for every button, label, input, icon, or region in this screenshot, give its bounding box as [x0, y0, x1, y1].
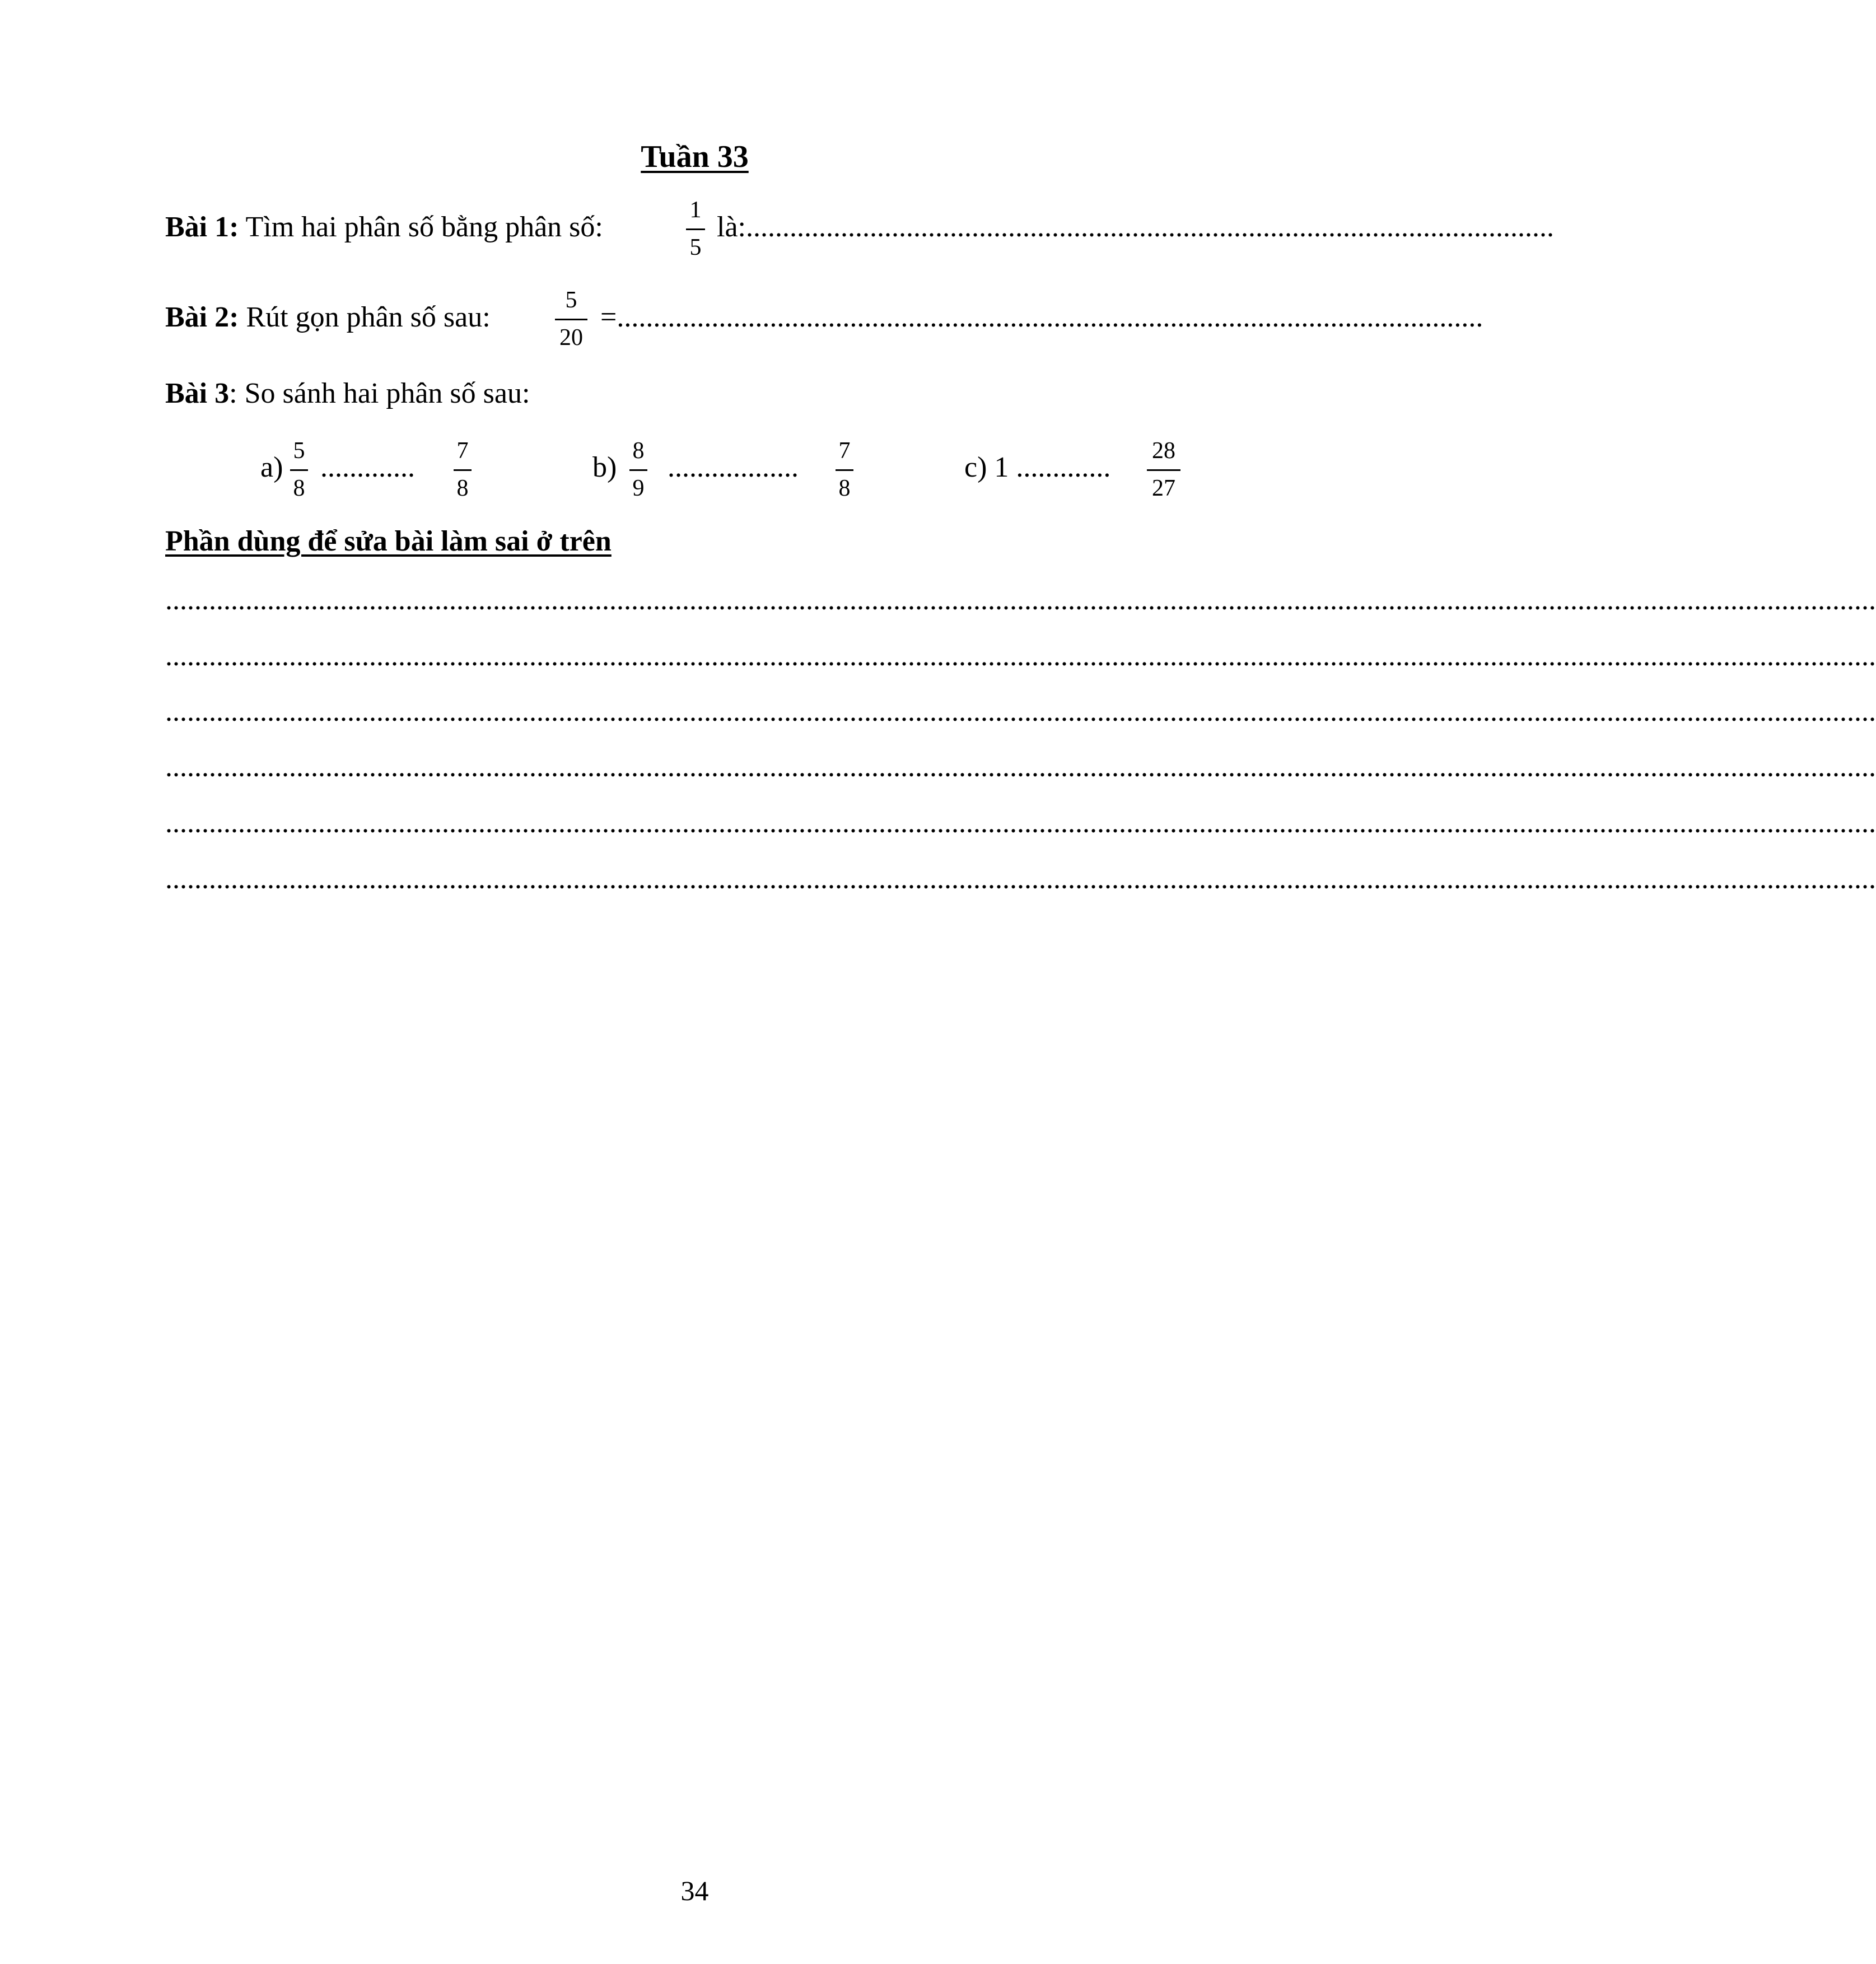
bai-3b-right-denominator: 8: [838, 475, 851, 501]
bai-3b-answer-dots[interactable]: ..................: [668, 451, 799, 483]
bai-3b-right-fraction: [836, 437, 853, 502]
bai-2-fraction: [555, 286, 587, 352]
bai-3a-left-fraction: [290, 437, 308, 502]
bai-3c-right-denominator: 27: [1152, 475, 1175, 501]
correction-line-4[interactable]: ...........................................................................................................................................................................................................................................: [165, 751, 1876, 783]
bai-3b-left-numerator: 8: [632, 438, 645, 464]
page-number: 34: [680, 1875, 709, 1906]
bai-3a-answer-dots[interactable]: .............: [320, 451, 415, 483]
bai-1-denominator: 5: [689, 235, 702, 260]
bai-1-fraction: [686, 196, 705, 262]
fraction-bar: [454, 469, 472, 471]
bai-1-prompt: [165, 211, 603, 244]
bai-1-numerator: 1: [689, 197, 702, 223]
correction-line-1[interactable]: ...........................................................................................................................................................................................................................................: [165, 584, 1876, 616]
fraction-bar: [629, 469, 647, 471]
bai-3b-right-numerator: 7: [838, 438, 851, 464]
bai-3a-right-fraction: [454, 437, 472, 502]
bai-3b-left-fraction: [629, 437, 647, 502]
bai-1-suffix: là:: [717, 211, 746, 243]
bai-3-text: : So sánh hai phân số sau:: [229, 377, 530, 409]
bai-3a-left-denominator: 8: [293, 475, 305, 501]
bai-2-suffix: =.......................................................................................................................: [600, 301, 1483, 333]
bai-3b-left-denominator: 9: [632, 475, 645, 501]
bai-2-label: Bài 2:: [165, 301, 239, 333]
bai-1-dots: ...............................................................................................................: [745, 211, 1554, 243]
bai-2-denominator: 20: [559, 325, 583, 351]
bai-3a-right-denominator: 8: [456, 475, 469, 501]
page-title: Tuần 33: [641, 139, 749, 174]
fraction-bar: [555, 319, 587, 320]
bai-3a-right-numerator: 7: [456, 438, 469, 464]
bai-1-text: Tìm hai phân số bằng phân số:: [239, 211, 603, 243]
correction-heading: Phần dùng để sửa bài làm sai ở trên: [165, 525, 612, 557]
bai-3-prompt: [165, 377, 530, 410]
bai-1-answer-line[interactable]: [717, 211, 1554, 244]
bai-3a-left-numerator: 5: [293, 438, 305, 464]
correction-line-6[interactable]: ...........................................................................................................................................................................................................................................: [165, 863, 1876, 895]
bai-3b-prefix: b): [592, 451, 617, 483]
bai-2-numerator: 5: [565, 287, 577, 313]
bai-1-label: Bài 1:: [165, 211, 239, 243]
correction-line-2[interactable]: ...........................................................................................................................................................................................................................................: [165, 640, 1876, 672]
correction-line-3[interactable]: ...........................................................................................................................................................................................................................................: [165, 696, 1876, 727]
fraction-bar: [1147, 469, 1180, 471]
bai-2-answer-line[interactable]: [600, 301, 1483, 334]
bai-2-prompt: [165, 301, 491, 334]
fraction-bar: [836, 469, 853, 471]
correction-line-5[interactable]: ...........................................................................................................................................................................................................................................: [165, 807, 1876, 839]
fraction-bar: [686, 228, 705, 230]
bai-3a-prefix: a): [260, 451, 283, 483]
bai-3c-prefix[interactable]: c) 1 .............: [964, 451, 1111, 483]
bai-3-label: Bài 3: [165, 377, 230, 409]
bai-3c-right-fraction: [1147, 437, 1180, 502]
bai-2-text: Rút gọn phân số sau:: [239, 301, 491, 333]
bai-3c-right-numerator: 28: [1152, 438, 1175, 464]
fraction-bar: [290, 469, 308, 471]
